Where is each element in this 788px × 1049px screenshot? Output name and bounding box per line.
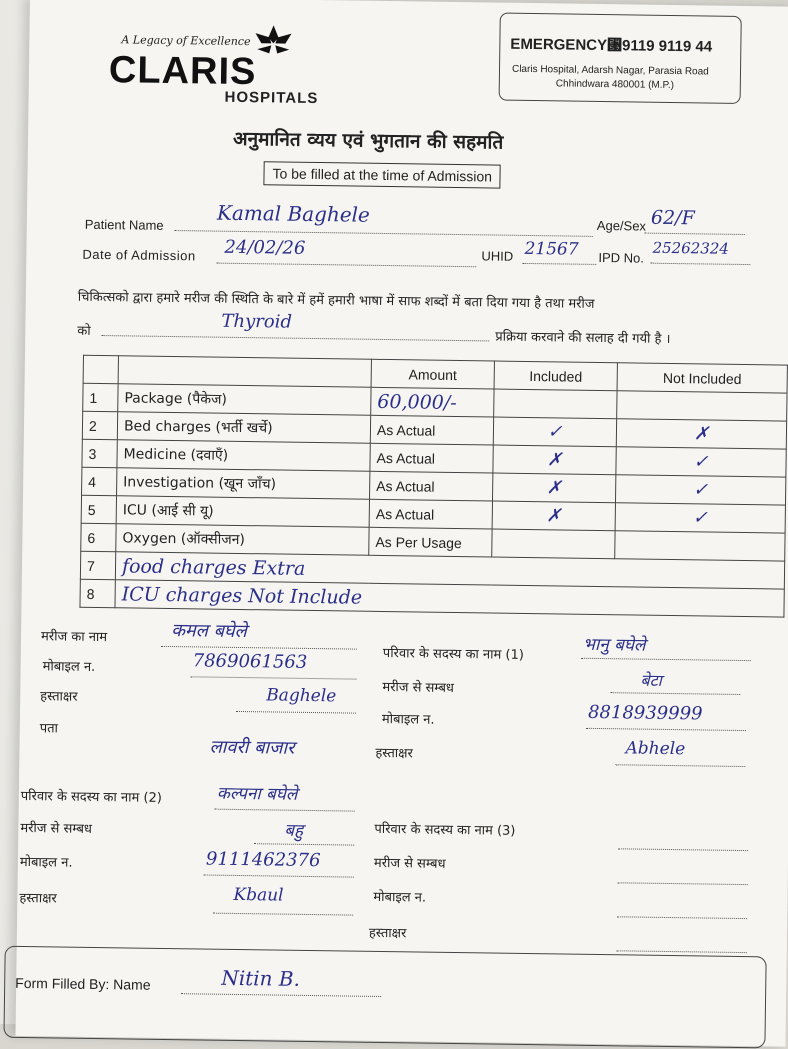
row-no: 2 [82, 411, 117, 439]
row-not-included-mark[interactable]: ✗ [616, 419, 786, 449]
mobile-value: 7869061563 [192, 650, 308, 673]
family2-signature-field[interactable] [213, 885, 353, 916]
family1-signature-label: हस्ताक्षर [375, 745, 413, 762]
row-no: 1 [83, 383, 118, 411]
ipd-field[interactable] [650, 237, 750, 265]
header-not-included: Not Included [617, 363, 787, 393]
header-item [118, 356, 371, 388]
age-sex-field[interactable] [645, 205, 745, 235]
row-item: Medicine (दवाएँ) [117, 440, 370, 472]
patient-name-hi-value: कमल बघेले [171, 620, 247, 643]
family1-field[interactable] [581, 632, 751, 661]
row-not-included-mark[interactable]: ✓ [615, 503, 785, 533]
family1-mobile-value: 8818939999 [587, 701, 703, 725]
row-included-mark[interactable] [492, 529, 615, 559]
logo-wordmark: CLARIS [108, 49, 257, 94]
family1-signature-field[interactable] [615, 738, 745, 767]
family2-value: कल्पना बघेले [216, 783, 298, 805]
signature-field[interactable] [236, 685, 356, 714]
family1-relation-field[interactable] [610, 668, 740, 695]
family1-mobile-label: मोबाइल न. [381, 711, 435, 728]
row-item: Investigation (खून जाँच) [117, 468, 370, 500]
consent-text-line1: चिकित्सको द्वारा हमारे मरीज की स्थिति के बारे में हमें हमारी भाषा में साफ शब्दों में बता दिया गया है तथा मरीज [77, 289, 595, 312]
emergency-number: EMERGENCY⑙9119 9119 44 [510, 35, 713, 56]
row-not-included-mark[interactable] [615, 531, 785, 561]
age-sex-label: Age/Sex [596, 217, 647, 234]
row-amount: As Actual [370, 471, 493, 501]
doa-value: 24/02/26 [224, 236, 306, 259]
family3-mobile-field[interactable] [617, 902, 747, 919]
family3-signature-field[interactable] [617, 936, 747, 953]
uhid-value: 21567 [524, 238, 579, 260]
row-included-mark[interactable]: ✓ [493, 417, 616, 447]
family3-label: परिवार के सदस्य का नाम (3) [374, 821, 516, 839]
age-sex-value: 62/F [650, 206, 695, 230]
family3-relation-label: मरीज से सम्बध [373, 855, 446, 872]
family3-field[interactable] [618, 834, 748, 851]
address-value: लावरी बाजार [209, 736, 295, 759]
signature-value: Baghele [266, 685, 337, 707]
form-title: अनुमानित व्यय एवं भुगतान की सहमति [232, 127, 504, 154]
logo-tagline: A Legacy of Excellence [121, 33, 251, 49]
row-no: 6 [81, 523, 116, 551]
doa-label: Date of Admission [82, 246, 196, 264]
consent-prefix: को [77, 323, 91, 339]
row-included-mark[interactable]: ✗ [493, 445, 616, 475]
address-field[interactable] [209, 735, 294, 760]
row-included-mark[interactable]: ✗ [492, 473, 615, 503]
consent-form-page [15, 0, 788, 1047]
consent-suffix: प्रक्रिया करवाने की सलाह दी गयी है । [495, 329, 671, 347]
mobile-field[interactable] [191, 650, 357, 679]
family2-mobile-field[interactable] [204, 849, 354, 878]
family3-relation-field[interactable] [618, 868, 748, 885]
hospital-address-line1: Claris Hospital, Adarsh Nagar, Parasia Road [511, 63, 709, 78]
row-not-included-mark[interactable]: ✓ [616, 447, 786, 477]
filled-by-value: Nitin B. [221, 965, 301, 991]
row-no: 7 [80, 551, 115, 579]
note-food-charges[interactable]: food charges Extra [115, 552, 784, 589]
family2-signature-label: हस्ताक्षर [19, 890, 57, 907]
uhid-field[interactable] [522, 237, 596, 265]
procedure-field[interactable] [101, 309, 489, 341]
header-amount: Amount [371, 359, 494, 389]
address-label: पता [39, 721, 59, 737]
row-amount: As Per Usage [369, 527, 492, 557]
header-no [83, 355, 118, 383]
family2-label: परिवार के सदस्य का नाम (2) [20, 788, 162, 806]
family1-value: भानु बघेले [582, 634, 646, 656]
row-item: Oxygen (ऑक्सीजन) [116, 524, 369, 556]
ipd-label: IPD No. [598, 249, 645, 266]
family2-mobile-value: 9111462376 [205, 848, 321, 872]
signature-label: हस्ताक्षर [40, 689, 78, 705]
family1-relation-label: मरीज से सम्बध [382, 679, 455, 696]
row-amount: As Actual [369, 499, 492, 529]
family1-signature-value: Abhele [625, 738, 686, 760]
uhid-label: UHID [481, 248, 514, 264]
family2-relation-field[interactable] [254, 817, 354, 845]
patient-name-hi-label: मरीज का नाम [40, 629, 108, 646]
doa-field[interactable] [216, 235, 476, 268]
family2-signature-value: Kbaul [233, 884, 284, 906]
family3-signature-label: हस्ताक्षर [368, 925, 407, 942]
family1-relation-value: बेटा [640, 670, 662, 690]
row-not-included-mark[interactable]: ✓ [615, 475, 785, 505]
note-icu-charges[interactable]: ICU charges Not Include [115, 580, 784, 617]
row-no: 5 [81, 495, 116, 523]
ipd-value: 25262324 [652, 238, 730, 258]
family2-relation-value: बहु [284, 820, 304, 841]
charges-table [79, 355, 787, 618]
family2-field[interactable] [215, 781, 355, 812]
patient-name-hi-field[interactable] [161, 618, 357, 650]
row-item: Bed charges (भर्ती खर्चे) [117, 412, 370, 444]
row-not-included-mark[interactable] [617, 391, 787, 421]
mobile-label: मोबाइल न. [42, 659, 96, 675]
row-included-mark[interactable] [494, 389, 617, 419]
family2-mobile-label: मोबाइल न. [19, 854, 73, 871]
row-no: 3 [82, 439, 117, 467]
row-no: 4 [82, 467, 117, 495]
hospital-address-line2: Chhindwara 480001 (M.P.) [555, 78, 675, 92]
filled-by-field[interactable] [181, 965, 381, 997]
row-amount-handwritten[interactable]: 60,000/- [371, 387, 494, 417]
row-item: ICU (आई सी यू) [116, 496, 369, 528]
footer-box [3, 946, 766, 1049]
row-included-mark[interactable]: ✗ [492, 501, 615, 531]
filled-by-label: Form Filled By: Name [15, 974, 151, 993]
row-amount: As Actual [370, 415, 493, 445]
patient-name-field[interactable] [175, 198, 593, 237]
header-included: Included [494, 361, 617, 391]
logo-subtitle: HOSPITALS [224, 88, 319, 108]
family2-relation-label: मरीज से सम्बध [20, 820, 93, 837]
patient-name-value: Kamal Baghele [216, 200, 371, 227]
row-no: 8 [80, 579, 115, 607]
patient-name-label: Patient Name [84, 216, 164, 233]
row-amount: As Actual [370, 443, 493, 473]
form-subtitle: To be filled at the time of Admission [263, 161, 501, 188]
family1-label: परिवार के सदस्य का नाम (1) [382, 645, 524, 663]
row-item: Package (पैकेज) [118, 384, 371, 416]
procedure-value: Thyroid [221, 310, 293, 333]
emergency-box [499, 13, 742, 104]
family1-mobile-field[interactable] [586, 702, 746, 731]
family3-mobile-label: मोबाइल न. [373, 889, 427, 906]
